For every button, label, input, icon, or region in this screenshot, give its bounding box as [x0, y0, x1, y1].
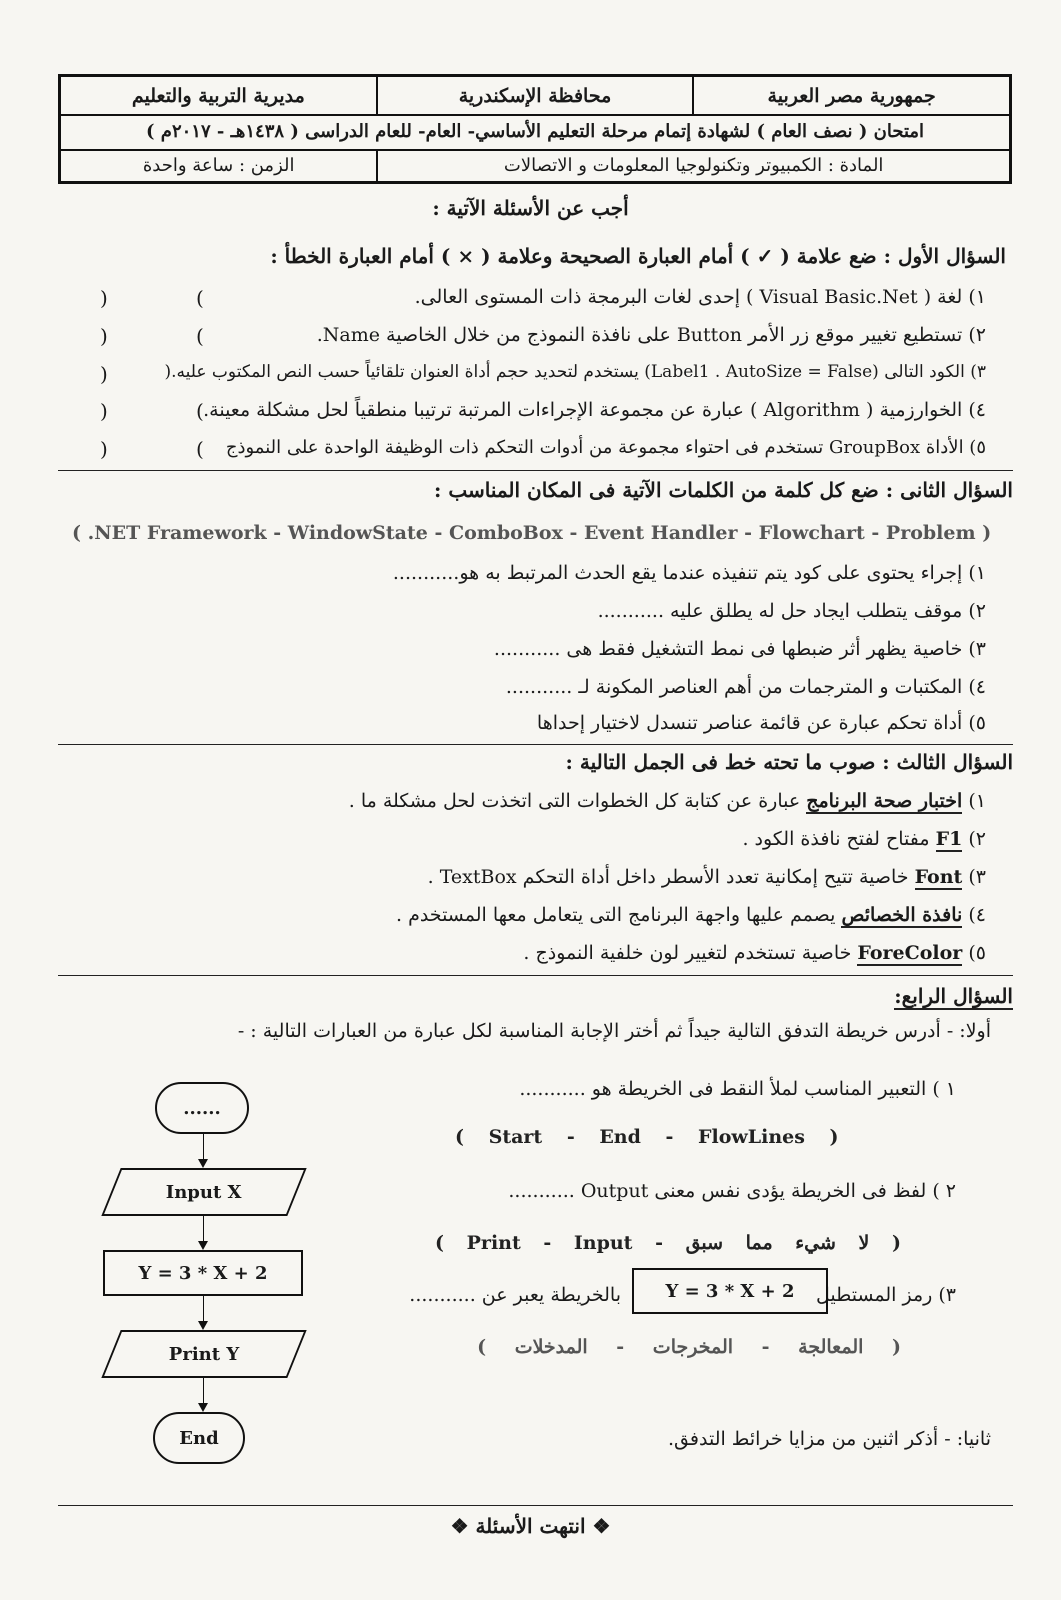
directorate-cell: مديرية التربية والتعليم: [61, 77, 378, 114]
answer-paren-close-5: ): [100, 437, 108, 461]
answer-paren-open-5: (: [196, 437, 204, 461]
q2-item-2: ٢) موقف يتطلب ايجاد حل له يطلق عليه ...........: [597, 600, 986, 622]
q3-item-3: [428, 866, 986, 888]
q3-item-1-underlined: اختبار صحة البرنامج: [806, 790, 963, 812]
answer-paren-close-1: ): [100, 286, 108, 310]
q1-item-3: ٣) الكود التالى (Label1 . AutoSize = False) يستخدم لتحديد حجم أداة العنوان تلقائياً حسب النص المكتوب عليه.(: [164, 362, 986, 382]
q2-item-1: ١) إجراء يحتوى على كود يتم تنفيذه عندما يقع الحدث المرتبط به هو...........: [392, 562, 986, 584]
q3-item-5-underlined: ForeColor: [857, 942, 963, 964]
answer-paren-open-2: (: [196, 324, 204, 348]
q3-item-2: [742, 828, 986, 850]
q3-item-5: [523, 942, 986, 964]
answer-paren-open-1: (: [196, 286, 204, 310]
answer-paren-close-2: ): [100, 324, 108, 348]
q3-item-1-text: عبارة عن كتابة كل الخطوات التى اتخذت لحل مشكلة ما .: [348, 790, 807, 812]
q4-part1-instruction: أولا: - أدرس خريطة التدفق التالية جيداً ثم أختر الإجابة المناسبة لكل عبارة من العبارات التالية : -: [237, 1020, 991, 1042]
q1-item-1: ١) لغة ( Visual Basic.Net ) إحدى لغات البرمجة ذات المستوى العالى.: [414, 286, 986, 308]
q3-title: السؤال الثالث : صوب ما تحته خط فى الجمل التالية :: [565, 750, 1013, 774]
q3-item-2-text: مفتاح لفتح نافذة الكود .: [742, 828, 936, 850]
flowchart-input-parallelogram: [101, 1168, 306, 1216]
q4-sub3-rectangle: Y = 3 * X + 2: [632, 1268, 828, 1314]
q3-item-3-num: ٣): [968, 866, 986, 888]
separator-2: [58, 744, 1013, 745]
q3-item-4-text: يصمم عليها واجهة البرنامج التى يتعامل معها المستخدم .: [395, 904, 842, 926]
q2-item-4: ٤) المكتبات و المترجمات من أهم العناصر المكونة لـ ...........: [505, 676, 986, 698]
q2-item-5: ٥) أداة تحكم عبارة عن قائمة عناصر تنسدل لاختيار إحداها: [536, 712, 986, 734]
flowchart-arrow-1: [203, 1134, 204, 1166]
q4-sub3-options: ( المعالجة - المخرجات - المدخلات ): [477, 1336, 901, 1358]
q4-sub3-prefix: ٣) رمز المستطيل: [816, 1284, 956, 1306]
q4-sub1: ١ ) التعبير المناسب لملأ النقط فى الخريطة هو ...........: [519, 1078, 956, 1100]
q4-sub2-options: ( لا شيء مما سبق - Print - Input ): [435, 1232, 901, 1254]
exam-header-table: [58, 74, 1012, 184]
q3-item-2-num: ٢): [968, 828, 986, 850]
separator-3: [58, 975, 1013, 976]
flowchart-arrow-4: [203, 1378, 204, 1410]
footer-end-of-questions: ❖ انتهت الأسئلة ❖: [450, 1514, 611, 1538]
q2-title: السؤال الثانى : ضع كل كلمة من الكلمات الآتية فى المكان المناسب :: [433, 478, 1013, 502]
q1-item-4: ٤) الخوارزمية ( Algorithm ) عبارة عن مجموعة الإجراءات المرتبة ترتيبا منطقياً لحل مشكلة معينة.: [203, 399, 986, 421]
q1-item-5: ٥) الأداة GroupBox تستخدم فى احتواء مجموعة من أدوات التحكم ذات الوظيفة الواحدة على النموذج: [225, 437, 986, 458]
q4-sub1-options: ( Start - End - FlowLines ): [455, 1126, 839, 1148]
q1-item-2: ٢) تستطيع تغيير موقع زر الأمر Button على نافذة النموذج من خلال الخاصية Name.: [316, 324, 986, 346]
q3-item-4: [396, 904, 986, 926]
q4-title: السؤال الرابع:: [894, 984, 1013, 1008]
q3-item-3-underlined: Font: [914, 866, 963, 888]
exam-title-cell: امتحان ( نصف العام ) لشهادة إتمام مرحلة التعليم الأساسي- العام- للعام الدراسى ( ١٤٣٨هـ - ٢٠١٧م ): [146, 121, 925, 142]
country-cell: جمهورية مصر العربية: [767, 84, 936, 107]
separator-4: [58, 1505, 1013, 1506]
flowchart-process-rectangle: Y = 3 * X + 2: [103, 1250, 303, 1296]
answer-paren-close-3: ): [100, 362, 108, 386]
q3-item-4-underlined: نافذة الخصائص: [841, 904, 963, 926]
q3-item-5-num: ٥): [968, 942, 986, 964]
flowchart-output-label: Print Y: [168, 1343, 240, 1365]
q3-item-4-num: ٤): [968, 904, 986, 926]
answer-paren-close-4: ): [100, 399, 108, 423]
q4-part2: ثانيا: - أذكر اثنين من مزايا خرائط التدفق.: [668, 1428, 991, 1450]
subject-cell: المادة : الكمبيوتر وتكنولوجيا المعلومات و الاتصالات: [503, 154, 884, 176]
flowchart-start-terminal: ......: [155, 1082, 249, 1134]
separator-1: [58, 470, 1013, 471]
instruction: أجب عن الأسئلة الآتية :: [432, 196, 629, 220]
q1-title: السؤال الأول : ضع علامة ( ✓ ) أمام العبارة الصحيحة وعلامة ( × ) أمام العبارة الخطأ :: [270, 244, 1006, 268]
flowchart-end-terminal: End: [153, 1412, 245, 1464]
q3-item-1: [349, 790, 986, 812]
governorate-cell: محافظة الإسكندرية: [378, 77, 695, 114]
flowchart-input-label: Input X: [166, 1181, 242, 1203]
duration-cell: الزمن : ساعة واحدة: [61, 149, 378, 181]
q2-word-bank: ( .NET Framework - WindowState - ComboBox - Event Handler - Flowchart - Problem ): [72, 522, 992, 544]
q4-sub2: ٢ ) لفظ فى الخريطة يؤدى نفس معنى Output ...........: [508, 1180, 956, 1202]
q3-item-5-text: خاصية تستخدم لتغيير لون خلفية النموذج .: [523, 942, 858, 964]
flowchart-arrow-3: [203, 1296, 204, 1328]
q2-item-3: ٣) خاصية يظهر أثر ضبطها فى نمط التشغيل فقط هى ...........: [493, 638, 986, 660]
q3-item-3-text: خاصية تتيح إمكانية تعدد الأسطر داخل أداة التحكم TextBox .: [427, 866, 915, 888]
answer-paren-open-4: (: [196, 399, 204, 423]
q3-item-2-underlined: F1: [935, 828, 963, 850]
q4-sub3-suffix: بالخريطة يعبر عن ...........: [409, 1284, 621, 1306]
q3-item-1-num: ١): [968, 790, 986, 812]
flowchart-output-parallelogram: [101, 1330, 306, 1378]
flowchart-arrow-2: [203, 1216, 204, 1248]
